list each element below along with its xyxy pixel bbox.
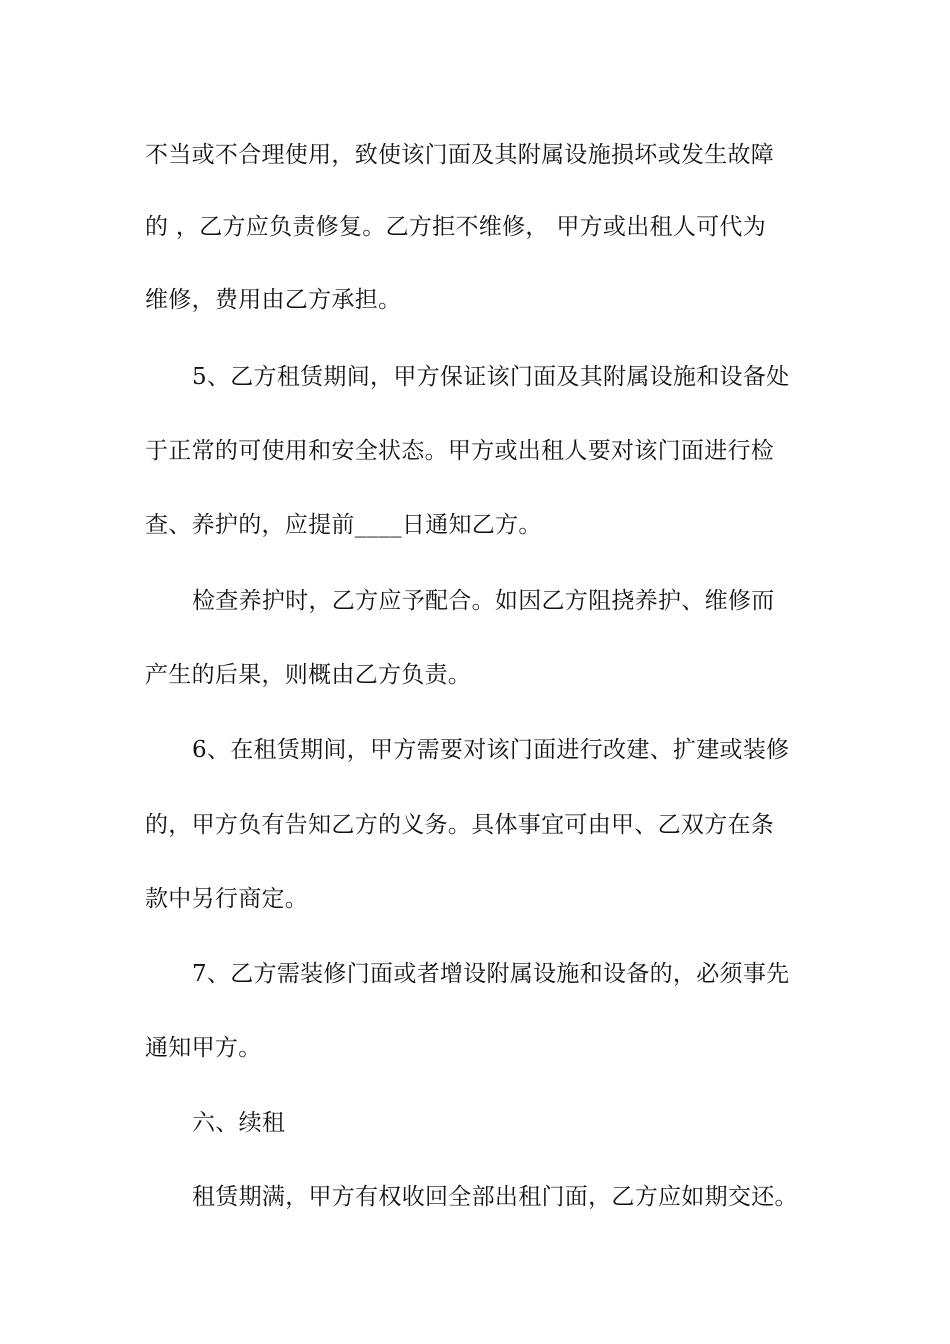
- paragraph-7-start: 7、乙方需装修门面或者增设附属设施和设备的，必须事先: [192, 961, 790, 987]
- section-heading-renewal: 六、续租: [192, 1110, 286, 1136]
- text-line: 不当或不合理使用，致使该门面及其附属设施损坏或发生故障: [145, 142, 775, 168]
- text-line: 产生的后果，则概由乙方负责。: [145, 662, 472, 688]
- text-line: 查、养护的，应提前____日通知乙方。: [145, 512, 542, 538]
- text-line: 款中另行商定。: [145, 886, 309, 912]
- paragraph-inspection-start: 检查养护时，乙方应予配合。如因乙方阻挠养护、维修而: [192, 588, 775, 614]
- text-line: 的 ，乙方应负责修复。乙方拒不维修， 甲方或出租人可代为: [145, 214, 767, 240]
- text-line: 通知甲方。: [145, 1035, 262, 1061]
- text-line: 于正常的可使用和安全状态。甲方或出租人要对该门面进行检: [145, 438, 775, 464]
- text-line: 的，甲方负有告知乙方的义务。具体事宜可由甲、乙双方在条: [145, 812, 775, 838]
- paragraph-5-start: 5、乙方租赁期间，甲方保证该门面及其附属设施和设备处: [192, 364, 790, 390]
- paragraph-6-start: 6、在租赁期间，甲方需要对该门面进行改建、扩建或装修: [192, 737, 790, 763]
- paragraph-renewal-start: 租赁期满，甲方有权收回全部出租门面，乙方应如期交还。: [192, 1184, 798, 1210]
- text-line: 维修，费用由乙方承担。: [145, 287, 402, 313]
